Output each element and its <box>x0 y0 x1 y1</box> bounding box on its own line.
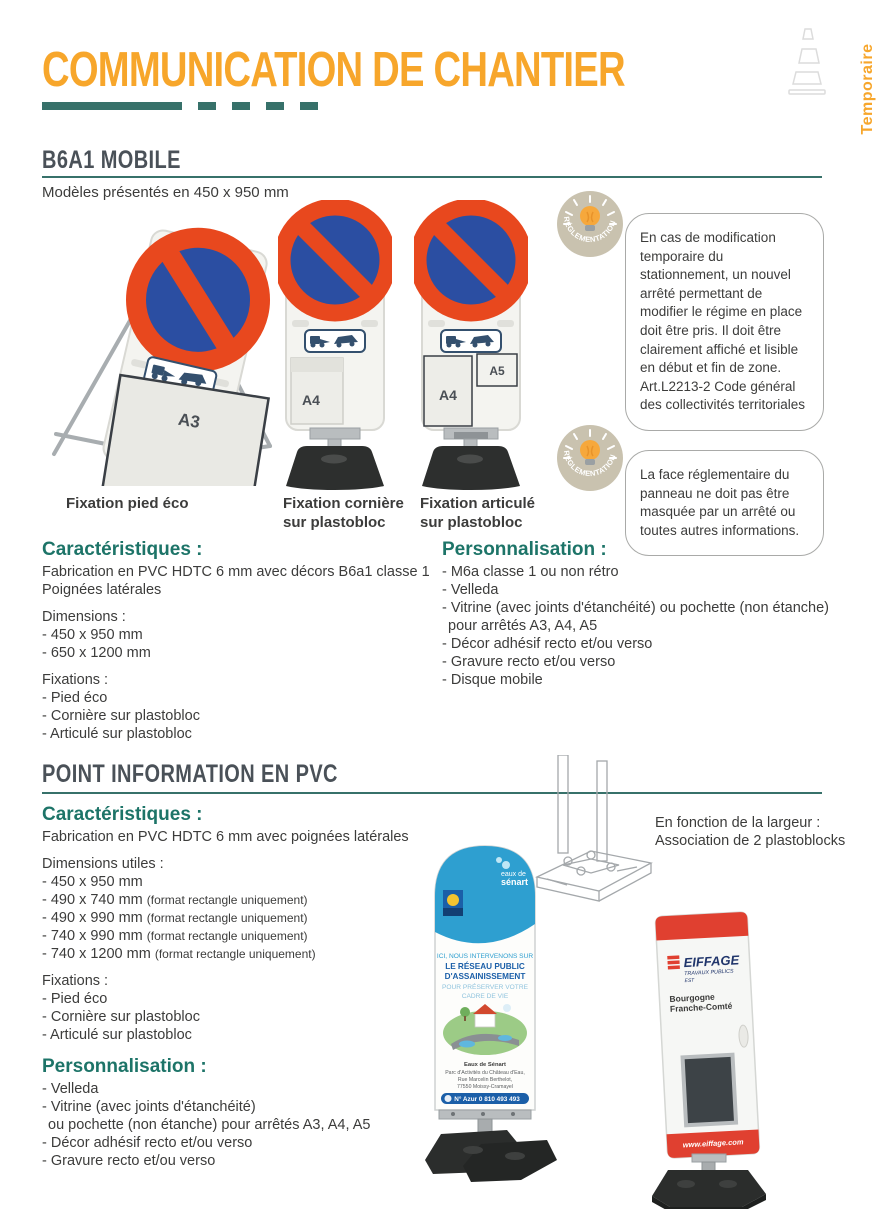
insert-size-label: A4 <box>302 392 320 408</box>
title-underline <box>42 102 318 110</box>
vitrine-window <box>683 1055 736 1126</box>
svg-text:EIFFAGE: EIFFAGE <box>683 952 740 971</box>
page-title: COMMUNICATION DE CHANTIER <box>42 43 625 97</box>
svg-text:www.eiffage.com: www.eiffage.com <box>682 1137 744 1150</box>
svg-text:sénart: sénart <box>501 877 529 887</box>
product-caption: Fixation articulé sur plastobloc <box>420 495 536 531</box>
senart-panel-photo <box>423 838 558 1193</box>
b6a1-personnalisation: Personnalisation : - M6a classe 1 ou non rétro - Velleda - Vitrine (avec joints d'étanchéité) ou pochette (non étanche) pour arrêtés A3, A4, A5 - Décor adhésif recto et/ou verso - Gravure recto et/ou verso - Disque mobile <box>442 541 862 689</box>
product-photo-articule <box>414 200 528 495</box>
svg-text:eaux de: eaux de <box>501 871 526 878</box>
b6a1-caracteristiques: Caractéristiques : Fabrication en PVC HDTC 6 mm avec décors B6a1 classe 1 Poignées latérales Dimensions : - 450 x 950 mm - 650 x 1200 mm Fixations : - Pied éco - Cornière sur plastobloc - Articulé sur plastobloc <box>42 541 442 743</box>
insert-size-label: A3 <box>176 409 202 432</box>
plastobloc-base <box>652 1170 766 1209</box>
regulation-note: En cas de modification temporaire du stationnement, un nouvel arrêté permettant de modifier le régime en place doit être pris. Il doit être clairement affiché et lisible en début et fin de zone. Art.L2213-2 Code général des collectivités territoriales <box>625 213 824 431</box>
traffic-cone-exploded-icon <box>786 26 830 107</box>
section-rule <box>42 792 822 794</box>
reglementation-badge <box>556 424 624 492</box>
product-photo-corniere <box>278 200 392 495</box>
svg-text:Bourgogne: Bourgogne <box>669 991 716 1004</box>
reglementation-badge <box>556 190 624 258</box>
section-heading-point-info: POINT INFORMATION EN PVC <box>42 760 338 788</box>
tow-away-pictogram <box>305 330 365 352</box>
product-photo-pied-eco <box>46 204 286 491</box>
block-heading: Personnalisation : <box>42 1056 207 1077</box>
svg-text:ICI, NOUS INTERVENONS SUR: ICI, NOUS INTERVENONS SUR <box>436 953 534 960</box>
association-note: En fonction de la largeur : Association de 2 plastoblocks <box>655 815 846 849</box>
side-tab: Temporaire <box>859 43 876 135</box>
svg-text:N° Azur 0 810 493 493: N° Azur 0 810 493 493 <box>454 1096 520 1103</box>
insert-size-label: A4 <box>439 387 457 403</box>
models-subtitle: Modèles présentés en 450 x 950 mm <box>42 184 289 201</box>
senart-sun-logo <box>443 890 463 916</box>
plastobloc-base <box>425 1130 557 1182</box>
svg-text:EST: EST <box>684 977 695 985</box>
section-heading-b6a1: B6A1 MOBILE <box>42 146 181 174</box>
svg-text:Parc d'Activités du Château d': Parc d'Activités du Château d'Eau, <box>445 1070 525 1076</box>
product-caption: Fixation cornière sur plastobloc <box>283 495 404 531</box>
svg-text:77550 Moissy-Cramayel: 77550 Moissy-Cramayel <box>457 1084 513 1090</box>
svg-text:LE RÉSEAU PUBLIC: LE RÉSEAU PUBLIC <box>445 962 525 971</box>
svg-text:D'ASSAINISSEMENT: D'ASSAINISSEMENT <box>444 972 526 981</box>
eiffage-panel-photo <box>640 896 780 1209</box>
svg-text:POUR PRÉSERVER VOTRE: POUR PRÉSERVER VOTRE <box>442 984 528 991</box>
badge-label: RÉGLEMENTATION <box>561 449 618 479</box>
block-heading: Caractéristiques : <box>42 804 203 825</box>
insert-size-label: A5 <box>489 364 505 378</box>
product-caption: Fixation pied éco <box>66 495 189 512</box>
section-rule <box>42 176 822 178</box>
svg-text:Franche-Comté: Franche-Comté <box>669 1000 733 1014</box>
senart-phone-pill <box>441 1093 529 1104</box>
regulation-note: La face réglementaire du panneau ne doit pas être masquée par un arrêté ou toutes autres informations. <box>625 450 824 556</box>
svg-text:TRAVAUX PUBLICS: TRAVAUX PUBLICS <box>684 968 734 978</box>
block-heading: Personnalisation : <box>442 539 607 560</box>
block-heading: Caractéristiques : <box>42 539 203 560</box>
badge-label: RÉGLEMENTATION <box>561 215 618 245</box>
svg-text:Rue Marcelin Berthelot,: Rue Marcelin Berthelot, <box>457 1077 513 1083</box>
point-info-caracteristiques: Caractéristiques : Fabrication en PVC HDTC 6 mm avec poignées latérales Dimensions utiles : - 450 x 950 mm - 490 x 740 mm (format rectangle uniquement) - 490 x 990 mm (format rectangle uniquement) - 740 x 990 mm (format rectangle uniquement) - 740 x 1200 mm (format rectangle uniquement) Fixations : - Pied éco - Cornière sur plastobloc - Articulé sur plastobloc Personnalisation : - Velleda - Vitrine (avec joints d'étanchéité) ou pochette (non étanche) pour arrêtés A3, A4, A5 - Décor adhésif recto et/ou verso - Gravure recto et/ou verso <box>42 806 442 1170</box>
svg-text:Eaux de Sénart: Eaux de Sénart <box>464 1062 506 1068</box>
svg-text:CADRE DE VIE: CADRE DE VIE <box>461 993 509 1000</box>
tow-away-pictogram <box>441 330 501 352</box>
